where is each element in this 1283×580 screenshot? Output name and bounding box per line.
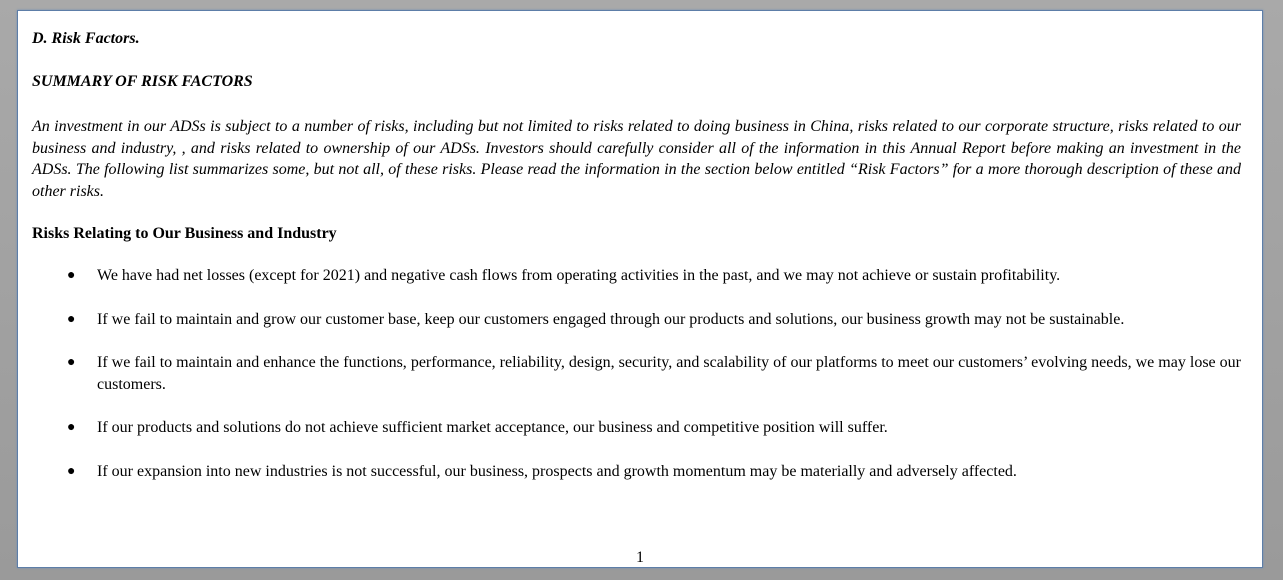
risk-bullet-item <box>32 352 1241 395</box>
bullet-icon: ● <box>67 463 76 479</box>
bullet-icon: ● <box>67 268 76 283</box>
bullet-icon: ● <box>67 420 76 435</box>
risk-bullet-item <box>32 309 1241 331</box>
summary-title: SUMMARY OF RISK FACTORS <box>32 73 253 90</box>
business-risks-heading: Risks Relating to Our Business and Industry <box>32 225 337 242</box>
page-number: 1 <box>636 549 644 566</box>
bullet-icon: ● <box>67 311 76 327</box>
risk-bullet-text: If we fail to maintain and grow our customer base, keep our customers engaged through our products and solutions, our business growth may not be sustainable. <box>97 310 1125 328</box>
risk-bullet-text: If we fail to maintain and enhance the functions, performance, reliability, design, security, and scalability of our platforms to meet our customers’ evolving needs, we may lose our customers. <box>97 354 1241 393</box>
risk-bullet-list <box>32 265 1241 482</box>
document-page <box>17 10 1263 568</box>
risk-bullet-text: If our products and solutions do not achieve sufficient market acceptance, our business and competitive position will suffer. <box>97 419 888 436</box>
section-title: D. Risk Factors. <box>32 30 140 47</box>
bullet-icon: ● <box>67 355 76 370</box>
risk-bullet-item <box>32 265 1241 287</box>
page-content <box>32 29 1241 504</box>
risk-bullet-item <box>32 417 1241 439</box>
intro-paragraph: An investment in our ADSs is subject to a number of risks, including but not limited to risks related to doing business in China, risks related to our corporate structure, risks related to our business and industry, , and risks related to ownership of our ADSs. Investors should carefully consider all of the information in this Annual Report before making an investment in the ADSs. The following list summarizes some, but not all, of these risks. Please read the information in the section below entitled “Risk Factors” for a more thorough description of these and other risks. <box>32 118 1241 200</box>
risk-bullet-item <box>32 461 1241 483</box>
risk-bullet-text: We have had net losses (except for 2021) and negative cash flows from operating activities in the past, and we may not achieve or sustain profitability. <box>97 267 1061 284</box>
risk-bullet-text: If our expansion into new industries is not successful, our business, prospects and growth momentum may be materially and adversely affected. <box>97 462 1017 480</box>
